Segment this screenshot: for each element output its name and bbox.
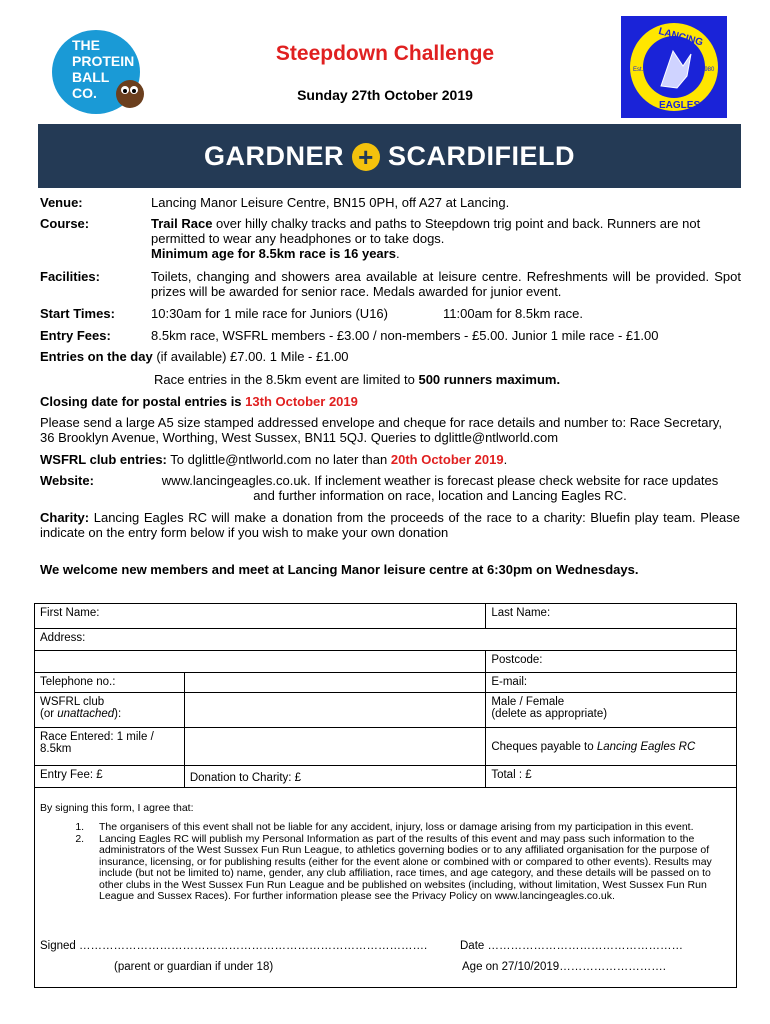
closing-date-label: Closing date for postal entries is: [40, 394, 246, 409]
svg-text:LANCING: LANCING: [657, 26, 705, 49]
entry-fees-label: Entry Fees:: [40, 328, 111, 343]
cheques-payable-text: Cheques payable to: [491, 740, 597, 753]
term-item-1: 1. The organisers of this event shall not be liable for any accident, injury, loss or damage arising from my participation in this event.: [87, 822, 730, 834]
address-line-2[interactable]: [35, 651, 486, 673]
club-label-2a: (or: [40, 708, 58, 720]
svg-text:1980: 1980: [701, 67, 715, 73]
entry-limit-text: Race entries in the 8.5km event are limited to: [154, 372, 419, 387]
course-description: over hilly chalky tracks and paths to Steepdown trig point and back. Runners are not permitted to wear any headphones or to take dogs.: [151, 216, 701, 246]
event-date: Sunday 27th October 2019: [297, 87, 473, 103]
closing-date: [40, 394, 740, 409]
age-line[interactable]: Age on 27/10/2019……………………….: [462, 961, 666, 973]
cheques-payee: Lancing Eagles RC: [596, 740, 696, 753]
start-time-junior: 10:30am for 1 mile race for Juniors (U16): [151, 306, 388, 321]
page-title: Steepdown Challenge: [275, 42, 495, 65]
email-field[interactable]: E-mail:: [486, 673, 737, 693]
website-label: Website:: [40, 473, 94, 488]
club-label-1: WSFRL club: [40, 696, 105, 708]
club-label-2c: ):: [114, 708, 122, 720]
race-entered-label: Race Entered: 1 mile / 8.5km: [35, 728, 185, 766]
sponsor-banner: [38, 124, 741, 188]
facilities-label: Facilities:: [40, 269, 100, 284]
entries-on-day: [40, 349, 740, 364]
club-entries-text: To dglittle@ntlworld.com no later than: [166, 452, 391, 467]
address-field[interactable]: Address:: [35, 629, 737, 651]
charity: [40, 510, 740, 540]
guardian-note: (parent or guardian if under 18): [114, 961, 274, 973]
cheques-payable: [486, 728, 737, 766]
facilities-value: Toilets, changing and showers area available at leisure centre. Refreshments will be provided. Spot prizes will be awarded for senior race. Medals awarded for junior event.: [151, 269, 741, 299]
gender-note: (delete as appropriate): [491, 708, 608, 720]
course-value: Trail Race over hilly chalky tracks and paths to Steepdown trig point and back. Runners are not permitted to wear any headphones or to take dogs. Minimum age for 8.5km race is 16 years.: [151, 216, 701, 261]
gender-field[interactable]: [486, 693, 737, 728]
svg-text:THE: THE: [72, 37, 100, 53]
first-name-field[interactable]: First Name:: [35, 604, 486, 629]
postcode-field[interactable]: Postcode:: [486, 651, 737, 673]
club-field[interactable]: [184, 693, 486, 728]
club-entries-date: 20th October 2019: [390, 452, 504, 467]
start-time-senior: 11:00am for 8.5km race.: [443, 306, 583, 321]
svg-text:Est.: Est.: [633, 67, 644, 73]
last-name-field[interactable]: Last Name:: [486, 604, 737, 629]
entry-fees-value: 8.5km race, WSFRL members - £3.00 / non-members - £5.00. Junior 1 mile race - £1.00: [151, 328, 659, 343]
venue-label: Venue:: [40, 195, 83, 210]
club-label-2b: unattached: [57, 708, 115, 720]
terms-intro: By signing this form, I agree that:: [40, 802, 194, 814]
entry-fee-field[interactable]: Entry Fee: £: [35, 766, 185, 788]
plus-icon: +: [352, 143, 380, 171]
telephone-field[interactable]: [184, 673, 486, 693]
club-entries: WSFRL club entries: To dglittle@ntlworld.com no later than 20th October 2019.: [40, 452, 508, 467]
entry-limit-max: 500 runners maximum.: [418, 372, 561, 387]
entry-form-table: [34, 603, 737, 788]
svg-text:BALL: BALL: [72, 69, 110, 85]
sponsor-name-right: SCARDIFIELD: [388, 141, 575, 171]
telephone-label: Telephone no.:: [35, 673, 185, 693]
signed-line[interactable]: Signed ……………………………………………………………………………….: [40, 940, 428, 952]
start-times-label: Start Times:: [40, 306, 115, 321]
race-entered-field[interactable]: [184, 728, 486, 766]
welcome-message: We welcome new members and meet at Lancing Manor leisure centre at 6:30pm on Wednesdays.: [40, 562, 639, 577]
svg-text:CO.: CO.: [72, 85, 97, 101]
lancing-eagles-logo: [621, 16, 727, 118]
sponsor-name-left: GARDNER: [203, 141, 344, 171]
total-field[interactable]: Total : £: [486, 766, 737, 788]
charity-label: Charity:: [40, 510, 90, 525]
svg-text:EAGLES: EAGLES: [659, 100, 701, 111]
svg-text:PROTEIN: PROTEIN: [72, 53, 135, 69]
entry-limit: [154, 372, 560, 387]
term-item-2: 2. Lancing Eagles RC will publish my Personal Information as part of the results of this event and may pass such information to the administrators of the West Sussex Fun Run League, to athletics governing bodies or to any affiliated organisation for the purpose of insurance, licensing, or for publishing results (either for the event alone or combined with or compared to other events). Results may include (but not be limited to) name, gender, any club affiliation, race times, and age category, and these details will be passed on to other clubs in the West Sussex Fun Run League and be published on websites (including, without limitation, West Sussex Fun Run League and Sussex Races). For further information please see the Privacy Policy on www.lancingeagles.co.uk.: [87, 834, 730, 903]
club-entries-label: WSFRL club entries:: [40, 452, 167, 467]
closing-date-value: 13th October 2019: [245, 394, 358, 409]
postal-instructions: Please send a large A5 size stamped addressed envelope and cheque for race details and number to: Race Secretary, 36 Brooklyn Avenue, Worthing, West Sussex, BN11 5QJ. Queries to dglittle@ntlworld.com: [40, 415, 722, 445]
club-label: [35, 693, 185, 728]
entries-on-day-value: (if available) £7.00. 1 Mile - £1.00: [152, 349, 349, 364]
venue-value: Lancing Manor Leisure Centre, BN15 0PH, off A27 at Lancing.: [151, 195, 510, 210]
course-type: Trail Race: [151, 216, 213, 231]
date-line[interactable]: Date ……………………………………………: [460, 940, 683, 952]
gender-options: Male / Female: [491, 696, 565, 708]
course-label: Course:: [40, 216, 90, 231]
website-value: www.lancingeagles.co.uk. If inclement weather is forecast please check website for race updates and further information on race, location and Lancing Eagles RC.: [161, 473, 719, 503]
charity-text: Lancing Eagles RC will make a donation from the proceeds of the race to a charity: Bluefin play team. Please indicate on the entry form below if you wish to make your own donation: [40, 510, 740, 540]
terms-list: [40, 822, 730, 903]
donation-field[interactable]: Donation to Charity: £: [184, 766, 486, 788]
course-min-age: Minimum age for 8.5km race is 16 years: [151, 246, 396, 261]
entries-on-day-label: Entries on the day: [40, 349, 153, 364]
